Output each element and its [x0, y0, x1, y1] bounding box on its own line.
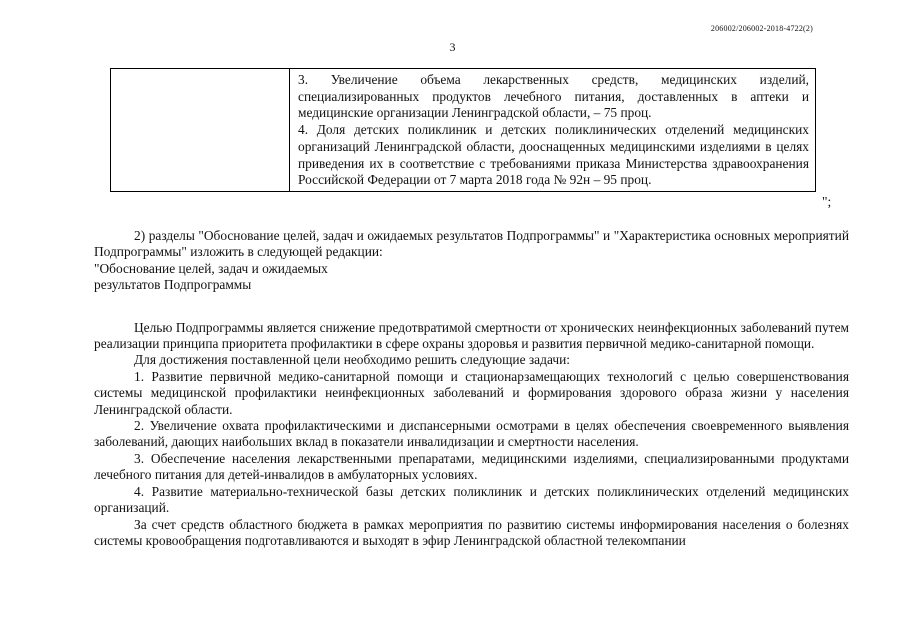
document-body	[94, 228, 849, 549]
funding-paragraph: За счет средств областного бюджета в рамках мероприятия по развитию системы информирования населения о болезнях системы кровообращения подготавливаются и выходят в эфир Ленинградской областной телекомпании	[94, 516, 849, 548]
task-2-paragraph: 2. Увеличение охвата профилактическими и диспансерными осмотрами в целях обеспечения своевременного выявления заболеваний, дающих наибольших вклад в показатели инвалидизации и смертности населения.	[94, 418, 849, 450]
task-1-paragraph: 1. Развитие первичной медико-санитарной помощи и стационарзамещающих технологий с целью совершенствования системы медицинской профилактики неинфекционных заболеваний и формирования здорового образа жизни у населения Ленинградской области.	[94, 368, 849, 417]
spacer	[94, 294, 849, 320]
page-number: 3	[449, 40, 456, 54]
tasks-intro-paragraph: Для достижения поставленной цели необходимо решить следующие задачи:	[134, 352, 570, 368]
indicators-table	[110, 68, 816, 192]
task-3-paragraph: 3. Обеспечение населения лекарственными препаратами, медицинскими изделиями, специализированными продуктами лечебного питания для детей-инвалидов в амбулаторных условиях.	[94, 450, 849, 483]
goal-paragraph: Целью Подпрограммы является снижение предотвратимой смертности от хронических неинфекционных заболеваний путем реализации принципа приоритета профилактики в сфере охраны здоровья и развития первичной медико-санитарной помощи.	[94, 319, 849, 352]
task-4-paragraph: 4. Развитие материально-технической базы детских поликлиник и детских поликлинических отделений медицинских организаций.	[94, 483, 849, 516]
table-item-3: 3. Увеличение объема лекарственных средств, медицинских изделий, специализированных продуктов лечебного питания, доставленных в аптеки и медицинские организации Ленинградской области, – 75 проц.	[298, 72, 809, 121]
table-cell-label	[111, 69, 290, 192]
table-row	[111, 69, 816, 192]
table-item-4: 4. Доля детских поликлиник и детских поликлинических отделений медицинских организаций Ленинградской области, дооснащенных медицинскими изделиями в целях приведения их в соответствие с требованиями приказа Министерства здравоохранения Российской Федерации от 7 марта 2018 года № 92н – 95 проц.	[298, 122, 809, 188]
section-heading-line-2: результатов Подпрограммы	[94, 277, 252, 293]
document-code: 206002/206002-2018-4722(2)	[710, 24, 813, 33]
closing-quote: ";	[822, 194, 832, 209]
table-cell-content	[290, 69, 816, 192]
intro-paragraph: 2) разделы "Обоснование целей, задач и ожидаемых результатов Подпрограммы" и "Характеристика основных мероприятий Подпрограммы" изложить в следующей редакции:	[94, 228, 849, 260]
section-heading-line-1: "Обоснование целей, задач и ожидаемых	[94, 260, 328, 276]
